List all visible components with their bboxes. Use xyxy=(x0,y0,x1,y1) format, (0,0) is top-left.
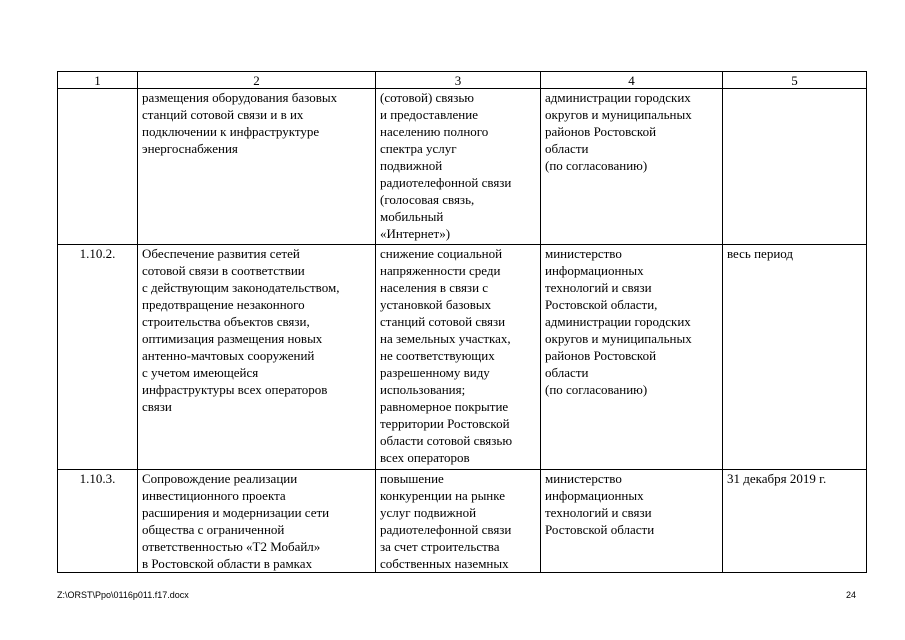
deadline-cell: 31 декабря 2019 г. xyxy=(723,470,867,573)
page-number: 24 xyxy=(846,590,857,600)
responsible-cell: министерство информационных технологий и связи Ростовской области, администрации городских округов и муниципальных районов Ростовской области (по согласованию) xyxy=(541,245,723,470)
file-path: Z:\ORST\Ppo\0116p011.f17.docx xyxy=(57,590,189,600)
responsible-cell: министерство информационных технологий и связи Ростовской области xyxy=(541,470,723,573)
measure-cell: размещения оборудования базовых станций сотовой связи и в их подключении к инфраструктуре энергоснабжения xyxy=(138,89,376,245)
header-cell: 4 xyxy=(541,72,723,89)
item-number-cell: 1.10.2. xyxy=(58,245,138,470)
result-cell: повышение конкуренции на рынке услуг подвижной радиотелефонной связи за счет строительства собственных наземных xyxy=(376,470,541,573)
item-number-cell xyxy=(58,89,138,245)
table-row xyxy=(58,470,867,573)
table-row xyxy=(58,245,867,470)
header-cell: 5 xyxy=(723,72,867,89)
table-row xyxy=(58,89,867,245)
table-header-row xyxy=(58,72,867,89)
deadline-cell xyxy=(723,89,867,245)
responsible-cell: администрации городских округов и муниципальных районов Ростовской области (по согласованию) xyxy=(541,89,723,245)
measure-cell: Сопровождение реализации инвестиционного проекта расширения и модернизации сети общества с ограниченной ответственностью «Т2 Мобайл» в Ростовской области в рамках xyxy=(138,470,376,573)
header-cell: 2 xyxy=(138,72,376,89)
plan-table xyxy=(57,71,867,573)
header-cell: 1 xyxy=(58,72,138,89)
item-number-cell: 1.10.3. xyxy=(58,470,138,573)
measure-cell: Обеспечение развития сетей сотовой связи в соответствии с действующим законодательством, предотвращение незаконного строительства объектов связи, оптимизация размещения новых антенно-мачтовых сооружений с учетом имеющейся инфраструктуры всех операторов связи xyxy=(138,245,376,470)
result-cell: снижение социальной напряженности среди населения в связи с установкой базовых станций сотовой связи на земельных участках, не соответствующих разрешенному виду использования; равномерное покрытие территории Ростовской области сотовой связью всех операторов xyxy=(376,245,541,470)
result-cell: (сотовой) связью и предоставление населению полного спектра услуг подвижной радиотелефонной связи (голосовая связь, мобильный «Интернет») xyxy=(376,89,541,245)
header-cell: 3 xyxy=(376,72,541,89)
deadline-cell: весь период xyxy=(723,245,867,470)
